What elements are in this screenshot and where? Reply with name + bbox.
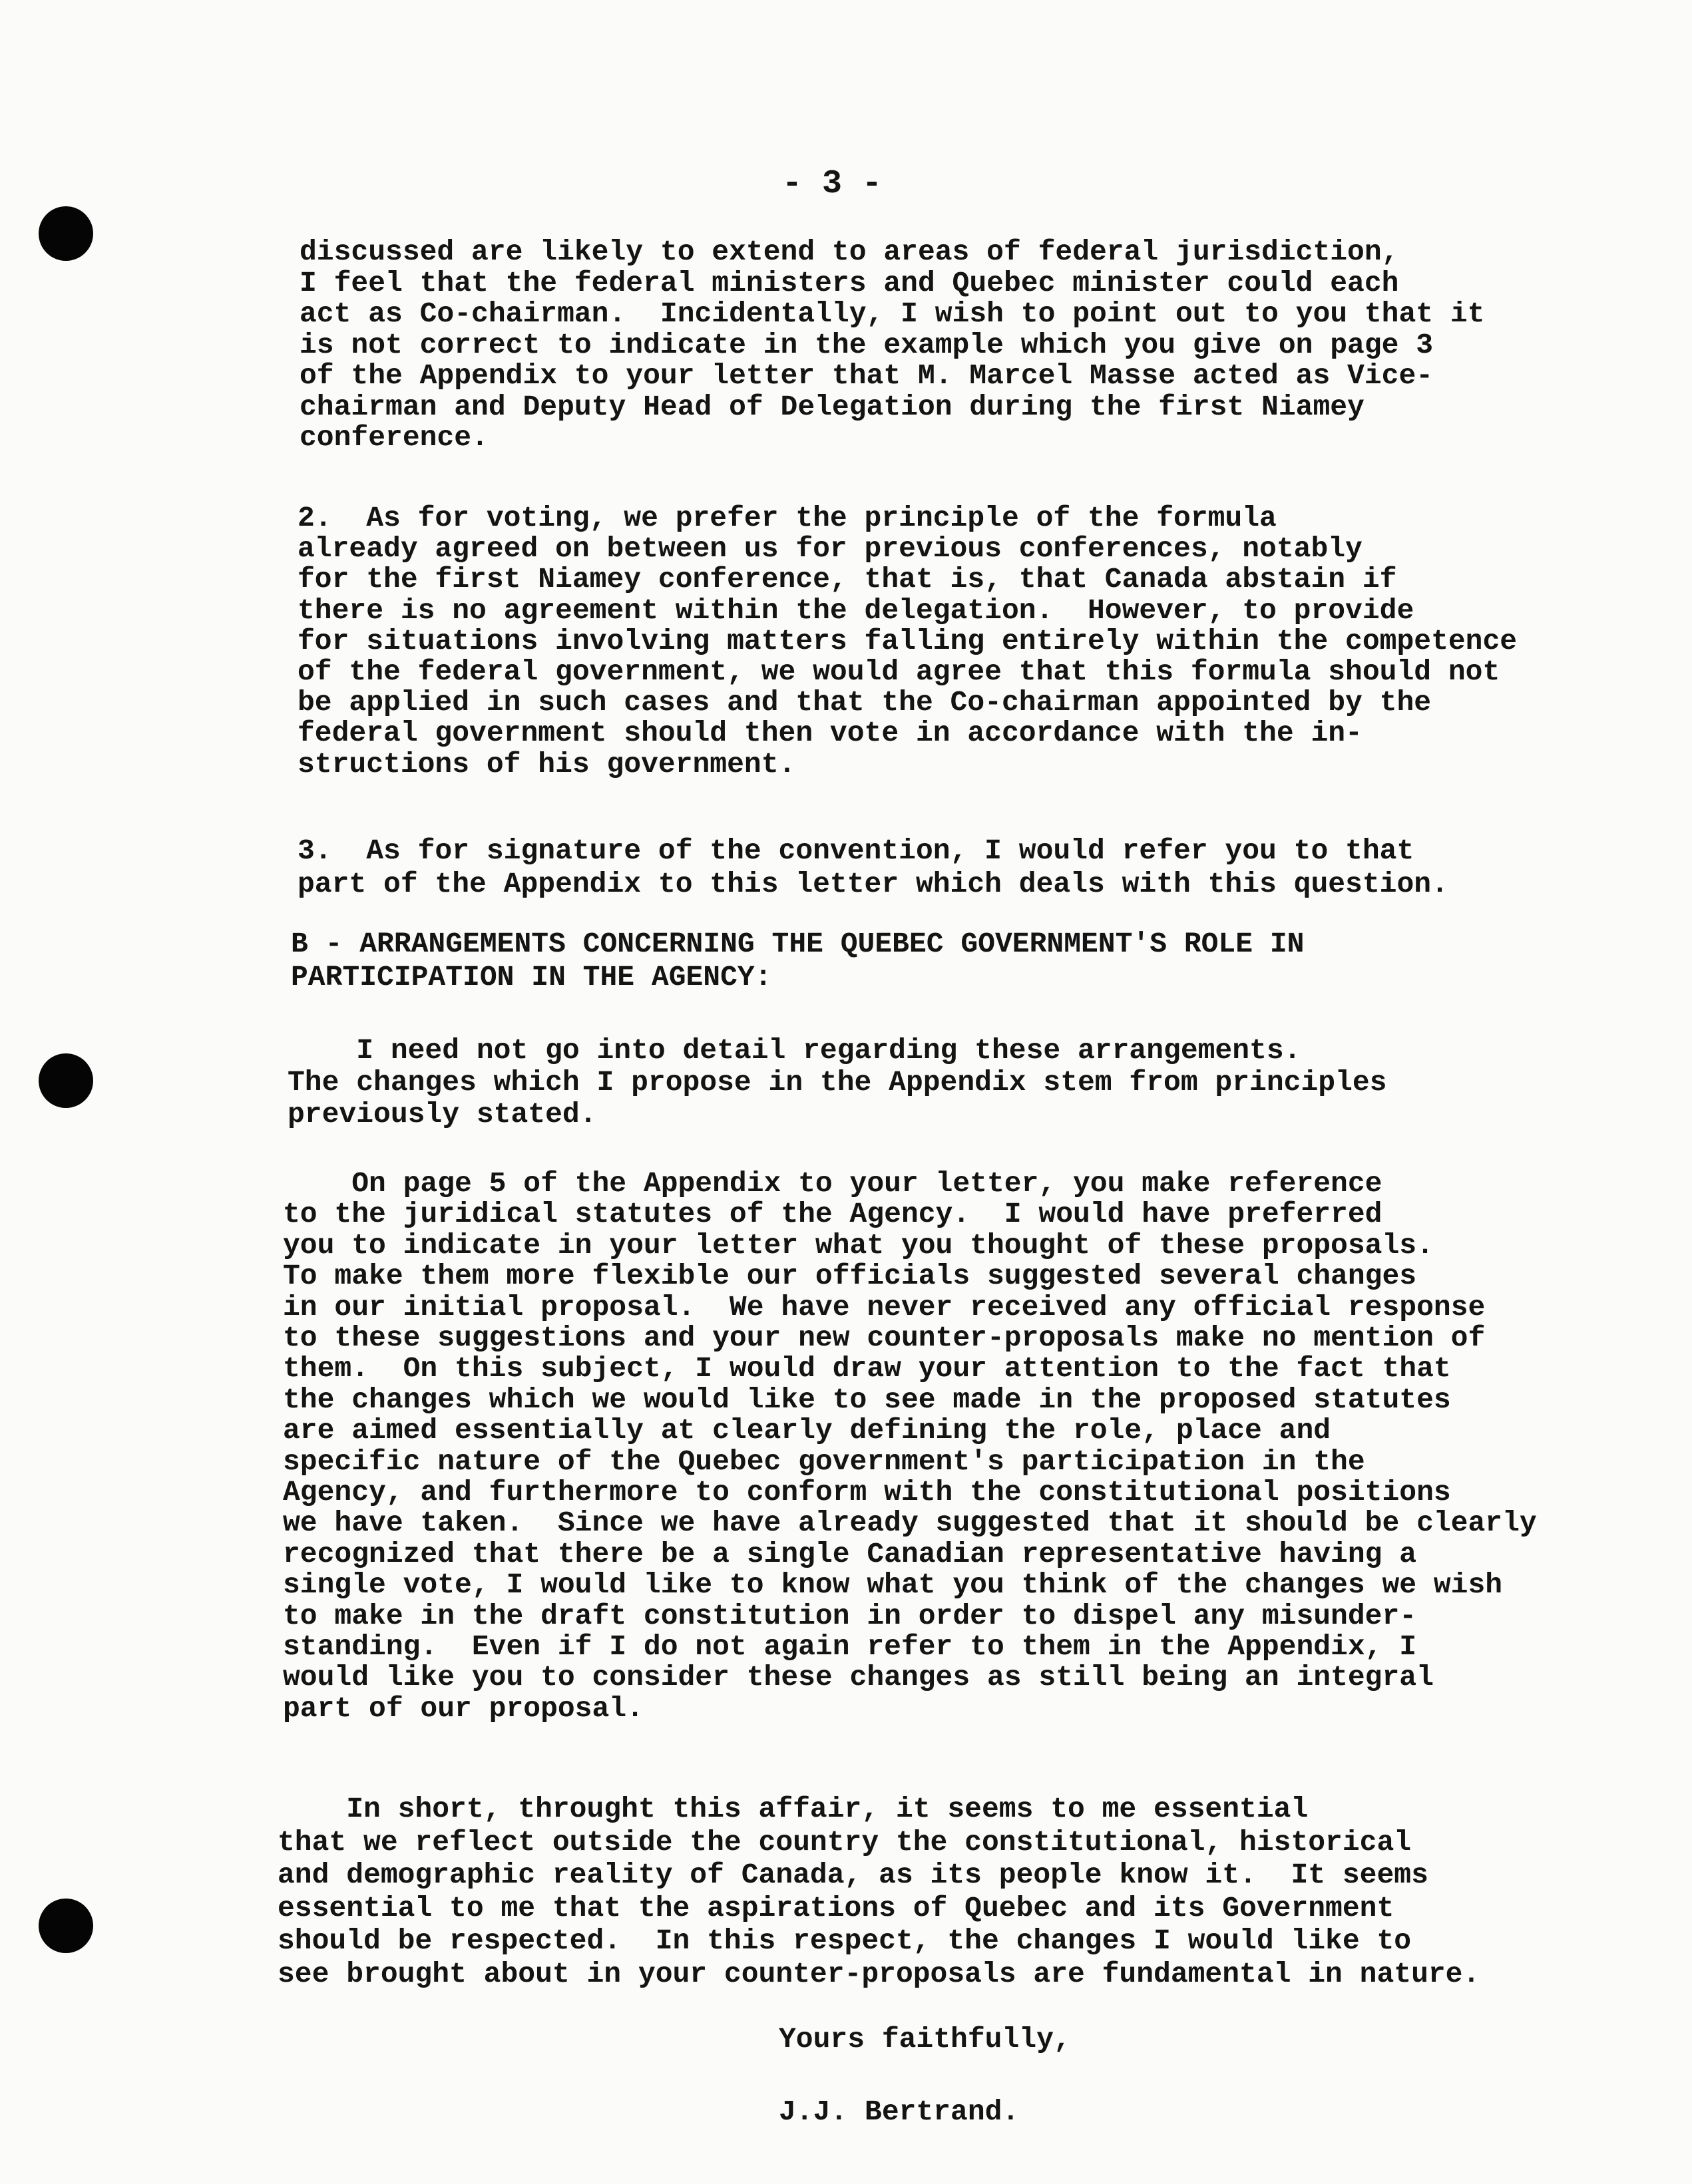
text-line: there is no agreement within the delegation. However, to provide	[298, 594, 1414, 627]
text-line: we have taken. Since we have already suggested that it should be clearly	[283, 1507, 1537, 1540]
text-line: of the Appendix to your letter that M. Marcel Masse acted as Vice-	[300, 359, 1434, 392]
text-line: you to indicate in your letter what you thought of these proposals.	[283, 1228, 1434, 1262]
text-line: chairman and Deputy Head of Delegation during the first Niamey	[300, 390, 1365, 423]
text-line: the changes which we would like to see made in the proposed statutes	[283, 1383, 1451, 1416]
text-line: I need not go into detail regarding these arrangements.	[288, 1034, 1301, 1067]
text-line: 2. As for voting, we prefer the principle of the formula	[298, 502, 1277, 534]
text-line: of the federal government, we would agree that this formula should not	[298, 655, 1500, 688]
text-line: previously stated.	[288, 1098, 597, 1131]
text-line: In short, throught this affair, it seems to me essential	[278, 1793, 1309, 1825]
text-line: essential to me that the aspirations of Quebec and its Government	[278, 1891, 1394, 1924]
text-line: would like you to consider these changes as still being an integral	[283, 1661, 1434, 1694]
text-line: B - ARRANGEMENTS CONCERNING THE QUEBEC GOVERNMENT'S ROLE IN	[291, 928, 1305, 960]
text-line: should be respected. In this respect, the changes I would like to	[278, 1924, 1412, 1958]
text-line: PARTICIPATION IN THE AGENCY:	[291, 961, 772, 994]
text-line: structions of his government.	[298, 747, 796, 781]
text-line: to make in the draft constitution in order to dispel any misunder-	[283, 1599, 1417, 1632]
text-line: is not correct to indicate in the example which you give on page 3	[300, 328, 1434, 361]
text-line: specific nature of the Quebec government's participation in the	[283, 1445, 1365, 1478]
text-line: them. On this subject, I would draw your attention to the fact that	[283, 1352, 1451, 1385]
text-line: To make them more flexible our officials suggested several changes	[283, 1260, 1417, 1293]
text-line: single vote, I would like to know what you think of the changes we wish	[283, 1568, 1503, 1602]
text-line: I feel that the federal ministers and Quebec minister could each	[300, 266, 1399, 299]
text-line: act as Co-chairman. Incidentally, I wish to point out to you that it	[300, 297, 1485, 330]
text-line: The changes which I propose in the Appendix stem from principles	[288, 1066, 1387, 1099]
text-line: see brought about in your counter-proposals are fundamental in nature.	[278, 1958, 1480, 1990]
text-line: Agency, and furthermore to conform with the constitutional positions	[283, 1476, 1451, 1509]
text-line: to the juridical statutes of the Agency. I would have preferred	[283, 1198, 1382, 1231]
signature: J.J. Bertrand.	[779, 2095, 1020, 2128]
text-line: standing. Even if I do not again refer to them in the Appendix, I	[283, 1630, 1417, 1663]
text-line: conference.	[300, 421, 489, 454]
text-line: that we reflect outside the country the constitutional, historical	[278, 1825, 1412, 1859]
text-line: federal government should then vote in accordance with the in-	[298, 717, 1363, 750]
page-number: - 3 -	[782, 165, 883, 203]
text-line: recognized that there be a single Canadian representative having a	[283, 1537, 1417, 1570]
text-line: for the first Niamey conference, that is, that Canada abstain if	[298, 563, 1397, 596]
text-line: already agreed on between us for previous conferences, notably	[298, 532, 1363, 566]
text-line: part of our proposal.	[283, 1692, 644, 1725]
text-line: On page 5 of the Appendix to your letter, you make reference	[283, 1167, 1382, 1200]
text-line: to these suggestions and your new counter-proposals make no mention of	[283, 1322, 1486, 1354]
text-line: are aimed essentially at clearly defining the role, place and	[283, 1414, 1331, 1447]
text-line: 3. As for signature of the convention, I would refer you to that	[298, 834, 1414, 867]
text-line: in our initial proposal. We have never received any official response	[283, 1290, 1486, 1324]
text-line: be applied in such cases and that the Co-chairman appointed by the	[298, 686, 1432, 719]
text-line: part of the Appendix to this letter which deals with this question.	[298, 868, 1448, 900]
closing: Yours faithfully,	[779, 2023, 1071, 2056]
text-line: discussed are likely to extend to areas of federal jurisdiction,	[300, 236, 1399, 268]
text-line: and demographic reality of Canada, as its people know it. It seems	[278, 1859, 1428, 1892]
text-line: for situations involving matters falling entirely within the competence	[298, 624, 1518, 657]
